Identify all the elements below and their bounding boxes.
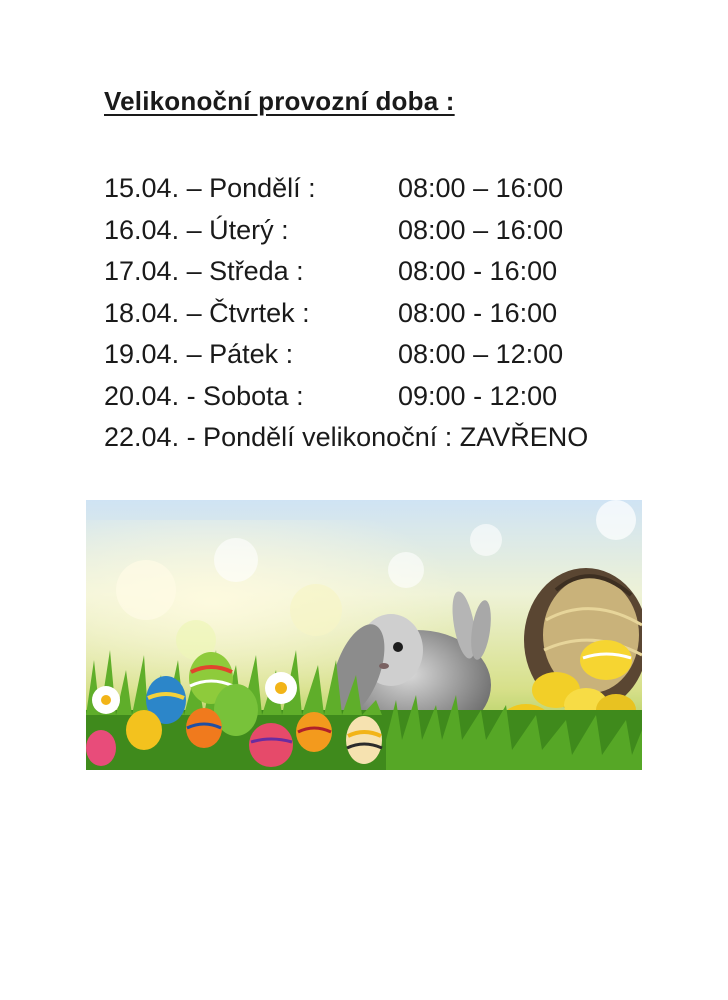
schedule-hours: 08:00 – 12:00 [398, 339, 564, 369]
schedule-hours: 09:00 - 12:00 [398, 380, 558, 411]
daisy-center [265, 672, 297, 704]
schedule-day: 20.04. - Sobota : [104, 380, 304, 411]
daisy-left [92, 686, 120, 714]
schedule-row [104, 251, 664, 293]
schedule-row-closed [104, 417, 664, 459]
opening-hours-list [104, 168, 664, 459]
schedule-hours: 08:00 - 16:00 [398, 297, 558, 328]
schedule-day: 17.04. – Středa : [104, 256, 304, 286]
schedule-day: 15.04. – Pondělí : [104, 173, 316, 203]
schedule-row [104, 293, 664, 335]
schedule-hours: 08:00 – 16:00 [398, 173, 564, 203]
schedule-row [104, 168, 664, 210]
schedule-row [104, 376, 664, 418]
easter-illustration [86, 500, 642, 770]
schedule-row [104, 210, 664, 252]
schedule-hours: 08:00 – 16:00 [398, 214, 564, 245]
schedule-day: 16.04. – Úterý : [104, 214, 289, 245]
schedule-day: 18.04. – Čtvrtek : [104, 297, 310, 328]
page-title: Velikonoční provozní doba : [104, 86, 455, 116]
schedule-day: 22.04. - Pondělí velikonoční : ZAVŘENO [104, 422, 589, 452]
easter-bunny-eggs-image [86, 500, 642, 770]
schedule-row [104, 334, 664, 376]
schedule-day: 19.04. – Pátek : [104, 339, 294, 369]
schedule-hours: 08:00 - 16:00 [398, 256, 558, 286]
